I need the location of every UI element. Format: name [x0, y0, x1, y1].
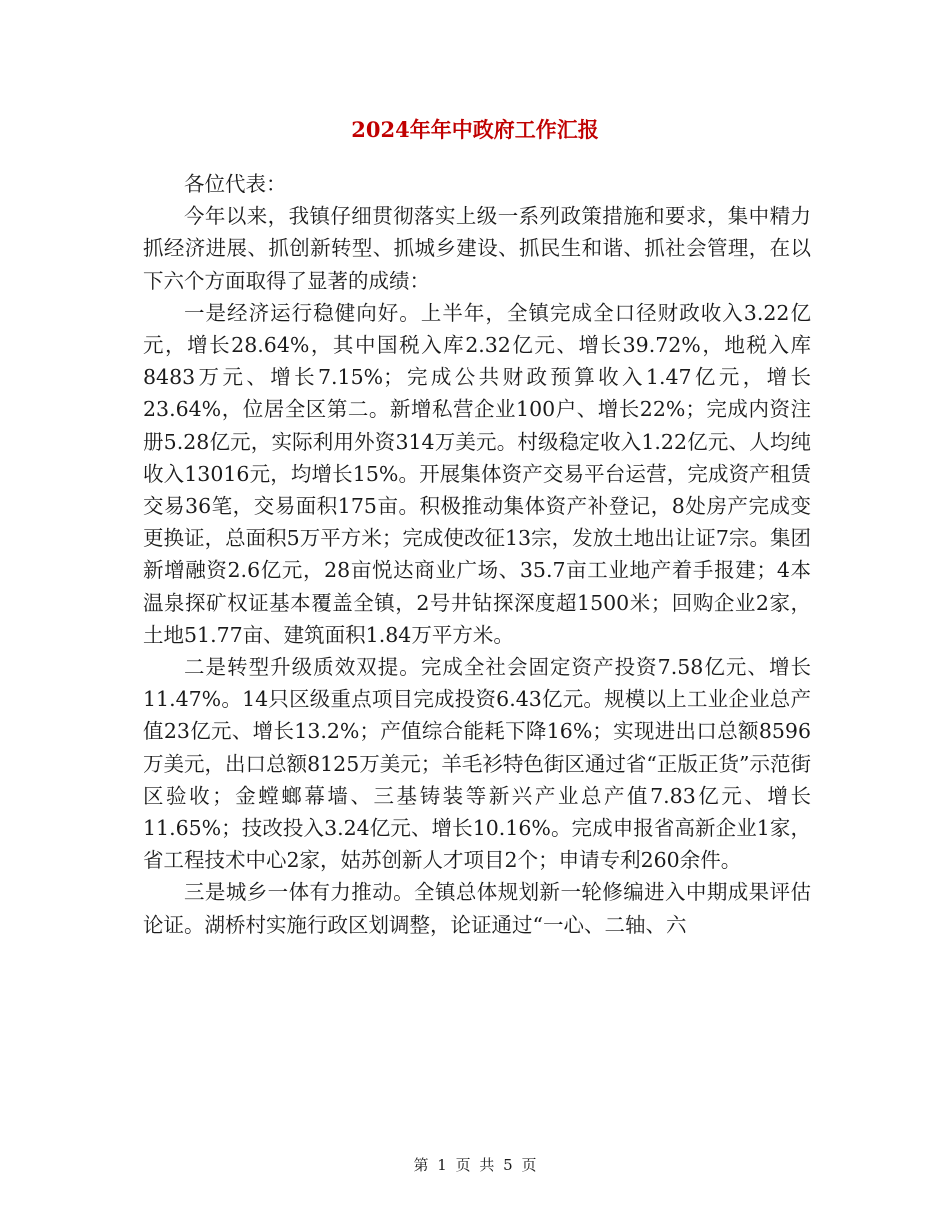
salutation-paragraph: 各位代表：	[184, 172, 287, 196]
economy-paragraph: 一是经济运行稳健向好。上半年，全镇完成全口径财政收入3.22亿元，增长28.64%，其中国税入库2.32亿元、增长39.72%，地税入库8483万元、增长7.15%；完成公共财政预算收入1.47亿元，增长23.64%，位居全区第二。新增私营企业100户、增长22%；完成内资注册5.28亿元，实际利用外资314万美元。村级稳定收入1.22亿元、人均纯收入13016元，均增长15%。开展集体资产交易平台运营，完成资产租赁交易36笔，交易面积175亩。积极推动集体资产补登记，8处房产完成变更换证，总面积5万平方米；完成使改征13宗，发放土地出让证7宗。集团新增融资2.6亿元，28亩悦达商业广场、35.7亩工业地产着手报建；4本温泉探矿权证基本覆盖全镇，2号井钻探深度超1500米；回购企业2家，土地51.77亩、建筑面积1.84万平方米。	[143, 300, 811, 647]
document-title: 2024年年中政府工作汇报	[351, 117, 599, 142]
transformation-paragraph: 二是转型升级质效双提。完成全社会固定资产投资7.58亿元、增长11.47%。14只区级重点项目完成投资6.43亿元。规模以上工业企业总产值23亿元、增长13.2%；产值综合能耗下降16%；实现进出口总额8596万美元，出口总额8125万美元；羊毛衫特色街区通过省“正版正货”示范街区验收；金螳螂幕墙、三基铸装等新兴产业总产值7.83亿元、增长11.65%；技改投入3.24亿元、增长10.16%。完成申报省高新企业1家，省工程技术中心2家，姑苏创新人才项目2个；申请专利260余件。	[143, 655, 811, 873]
page-footer: 第 1 页 共 5 页	[413, 1156, 537, 1174]
document-body	[143, 168, 811, 941]
intro-paragraph: 今年以来，我镇仔细贯彻落实上级一系列政策措施和要求，集中精力抓经济进展、抓创新转型、抓城乡建设、抓民生和谐、抓社会管理，在以下六个方面取得了显著的成绩：	[143, 204, 811, 293]
urban-rural-paragraph: 三是城乡一体有力推动。全镇总体规划新一轮修编进入中期成果评估论证。湖桥村实施行政区划调整，论证通过“一心、二轴、六	[143, 880, 811, 937]
